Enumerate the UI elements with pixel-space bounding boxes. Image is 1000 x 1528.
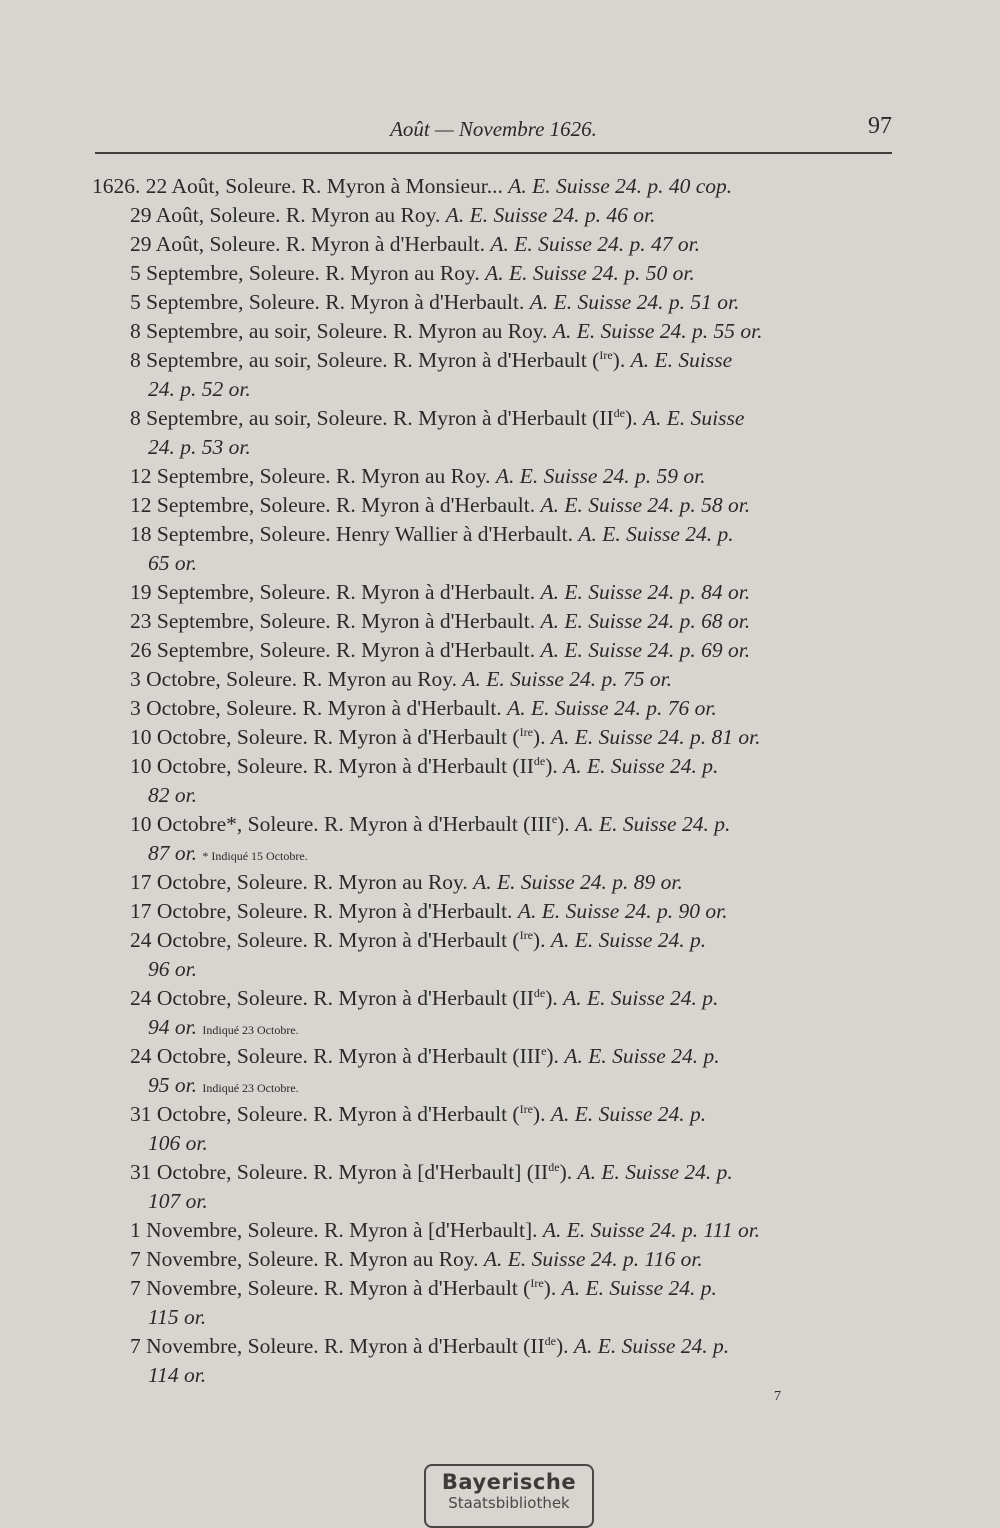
entry-line <box>92 752 900 781</box>
entry-reference: A. E. Suisse 24. p. 46 or. <box>445 203 656 227</box>
signature-mark: 7 <box>774 1389 781 1404</box>
entry-note: Indiqué 23 Octobre. <box>202 1023 299 1037</box>
entry-reference: A. E. Suisse 24. p. 116 or. <box>483 1247 703 1271</box>
entry-text: 5 Septembre, Soleure. R. Myron au Roy. <box>130 261 486 285</box>
entry-line <box>92 1303 900 1332</box>
entry-line <box>92 433 900 462</box>
entry-reference: 24. p. 52 or. <box>148 377 251 401</box>
entry-reference: A. E. Suisse 24. p. <box>573 1334 730 1358</box>
entry-line <box>92 1129 900 1158</box>
entry-superscript: de <box>613 405 625 420</box>
entry-text-after: ). <box>543 1276 562 1300</box>
entry-line <box>92 723 900 752</box>
entry-text-after: ). <box>557 812 576 836</box>
entry-reference: A. E. Suisse 24. p. <box>575 812 731 836</box>
entry-text: 26 Septembre, Soleure. R. Myron à d'Herbault. <box>130 638 541 662</box>
entry-text: 1 Novembre, Soleure. R. Myron à [d'Herbault]. <box>130 1218 543 1242</box>
entry-text: 19 Septembre, Soleure. R. Myron à d'Herbault. <box>130 580 541 604</box>
stamp-line-2: Staatsbibliothek <box>448 1494 570 1512</box>
entry-reference: 96 or. <box>148 957 197 981</box>
entry-line <box>92 288 900 317</box>
entry-superscript: de <box>548 1159 560 1174</box>
entry-reference: 107 or. <box>148 1189 208 1213</box>
entry-reference: A. E. Suisse <box>630 348 733 372</box>
entry-line <box>92 955 900 984</box>
entry-reference: A. E. Suisse 24. p. <box>577 1160 733 1184</box>
header-title: Août — Novembre 1626. <box>390 117 597 141</box>
entry-text: 7 Novembre, Soleure. R. Myron à d'Herbault (II <box>130 1334 545 1358</box>
entry-line <box>92 984 900 1013</box>
entry-line <box>92 1071 900 1100</box>
entry-text-after: ). <box>612 348 631 372</box>
entry-text: 29 Août, Soleure. R. Myron à d'Herbault. <box>130 232 491 256</box>
entry-reference: A. E. Suisse 24. p. 58 or. <box>540 493 751 517</box>
entry-reference: 94 or. <box>148 1015 203 1039</box>
entry-reference: A. E. Suisse 24. p. 55 or. <box>552 319 763 343</box>
entry-text: 24 Octobre, Soleure. R. Myron à d'Herbault (II <box>130 986 534 1010</box>
entry-text: 10 Octobre, Soleure. R. Myron à d'Herbault (II <box>130 754 534 778</box>
entry-text: 10 Octobre, Soleure. R. Myron à d'Herbault ( <box>130 725 520 749</box>
entry-line <box>92 607 900 636</box>
entry-line <box>92 520 900 549</box>
entry-line <box>92 1187 900 1216</box>
entry-text: 24 Octobre, Soleure. R. Myron à d'Herbault (III <box>130 1044 542 1068</box>
entry-line <box>92 549 900 578</box>
entry-superscript: e <box>541 1043 547 1058</box>
entry-line <box>92 694 900 723</box>
entry-text: 31 Octobre, Soleure. R. Myron à [d'Herbault] (II <box>130 1160 549 1184</box>
entry-line <box>92 230 900 259</box>
entry-text: 17 Octobre, Soleure. R. Myron à d'Herbault. <box>130 899 518 923</box>
entry-text-after: ). <box>532 928 551 952</box>
entry-superscript: Ire <box>519 724 533 739</box>
entry-line <box>92 491 900 520</box>
entry-line <box>92 1042 900 1071</box>
entry-text: 1626. 22 Août, Soleure. R. Myron à Monsieur... <box>92 174 509 198</box>
entry-text: 10 Octobre*, Soleure. R. Myron à d'Herbault (III <box>130 812 552 836</box>
entry-superscript: de <box>544 1333 556 1348</box>
entry-reference: A. E. Suisse 24. p. 69 or. <box>540 638 751 662</box>
entry-line <box>92 317 900 346</box>
entry-note: Indiqué 23 Octobre. <box>202 1081 299 1095</box>
entry-line <box>92 839 900 868</box>
entry-reference: A. E. Suisse 24. p. 75 or. <box>462 667 673 691</box>
entry-reference: A. E. Suisse 24. p. 50 or. <box>485 261 695 285</box>
entry-line <box>92 781 900 810</box>
entry-text: 8 Septembre, au soir, Soleure. R. Myron à d'Herbault ( <box>130 348 600 372</box>
entry-text-after: ). <box>555 1334 574 1358</box>
entry-line <box>92 1274 900 1303</box>
entry-reference: 82 or. <box>148 783 197 807</box>
entry-reference: A. E. Suisse 24. p. 76 or. <box>507 696 717 720</box>
entry-line <box>92 1361 900 1390</box>
entry-line <box>92 1100 900 1129</box>
entry-line <box>92 1332 900 1361</box>
entry-reference: A. E. Suisse 24. p. 90 or. <box>517 899 728 923</box>
entry-text-after: ). <box>532 1102 551 1126</box>
running-header <box>95 113 892 153</box>
entry-line <box>92 462 900 491</box>
entry-text-after: ). <box>624 406 643 430</box>
entry-reference: 87 or. <box>148 841 203 865</box>
entry-line <box>92 810 900 839</box>
entry-reference: A. E. Suisse 24. p. 84 or. <box>540 580 751 604</box>
entry-line <box>92 1245 900 1274</box>
entry-superscript: Ire <box>530 1275 544 1290</box>
entry-text: 7 Novembre, Soleure. R. Myron au Roy. <box>130 1247 484 1271</box>
entry-reference: 24. p. 53 or. <box>148 435 251 459</box>
entry-reference: A. E. Suisse 24. p. 59 or. <box>495 464 706 488</box>
entry-reference: A. E. Suisse 24. p. 81 or. <box>550 725 761 749</box>
entry-superscript: de <box>533 753 546 768</box>
entry-reference: A. E. Suisse 24. p. 89 or. <box>473 870 683 894</box>
entry-superscript: de <box>533 985 546 1000</box>
entry-reference: A. E. Suisse 24. p. 68 or. <box>540 609 751 633</box>
entry-line <box>92 172 900 201</box>
entry-line <box>92 346 900 375</box>
entry-line <box>92 404 900 433</box>
entry-text: 8 Septembre, au soir, Soleure. R. Myron au Roy. <box>130 319 553 343</box>
entry-text-after: ). <box>545 754 564 778</box>
entry-reference: 114 or. <box>148 1363 207 1387</box>
entry-superscript: Ire <box>519 927 533 942</box>
entry-text: 3 Octobre, Soleure. R. Myron au Roy. <box>130 667 463 691</box>
entry-text: 17 Octobre, Soleure. R. Myron au Roy. <box>130 870 474 894</box>
entry-superscript: Ire <box>519 1101 533 1116</box>
entry-reference: A. E. Suisse 24. p. 51 or. <box>529 290 740 314</box>
entry-reference: A. E. Suisse 24. p. <box>563 754 719 778</box>
entry-reference: A. E. Suisse 24. p. 40 cop. <box>508 174 733 198</box>
entry-reference: 65 or. <box>148 551 197 575</box>
entry-reference: 106 or. <box>148 1131 208 1155</box>
entry-text: 12 Septembre, Soleure. R. Myron au Roy. <box>130 464 496 488</box>
entry-reference: A. E. Suisse 24. p. <box>550 928 707 952</box>
entry-text: 12 Septembre, Soleure. R. Myron à d'Herbault. <box>130 493 541 517</box>
entry-line <box>92 578 900 607</box>
entry-line <box>92 636 900 665</box>
entry-reference: A. E. Suisse 24. p. <box>563 986 719 1010</box>
entry-text: 5 Septembre, Soleure. R. Myron à d'Herbault. <box>130 290 530 314</box>
entry-text-after: ). <box>546 1044 565 1068</box>
page-number: 97 <box>868 113 892 139</box>
entry-text-after: ). <box>532 725 551 749</box>
entry-reference: A. E. Suisse 24. p. <box>550 1102 707 1126</box>
entry-text: 8 Septembre, au soir, Soleure. R. Myron à d'Herbault (II <box>130 406 614 430</box>
entry-note: * Indiqué 15 Octobre. <box>202 849 308 863</box>
stamp-line-1: Bayerische <box>441 1470 577 1494</box>
entry-line <box>92 665 900 694</box>
entry-list <box>92 172 900 1390</box>
entry-text: 23 Septembre, Soleure. R. Myron à d'Herbault. <box>130 609 541 633</box>
header-rule <box>95 152 892 154</box>
entry-text: 7 Novembre, Soleure. R. Myron à d'Herbault ( <box>130 1276 531 1300</box>
entry-line <box>92 1158 900 1187</box>
library-stamp <box>424 1464 594 1528</box>
entry-line <box>92 897 900 926</box>
entry-text-after: ). <box>559 1160 578 1184</box>
entry-superscript: e <box>551 811 558 826</box>
entry-reference: A. E. Suisse 24. p. <box>578 522 734 546</box>
entry-text: 24 Octobre, Soleure. R. Myron à d'Herbault ( <box>130 928 520 952</box>
entry-line <box>92 201 900 230</box>
entry-text: 18 Septembre, Soleure. Henry Wallier à d'Herbault. <box>130 522 579 546</box>
entry-line <box>92 868 900 897</box>
entry-reference: 95 or. <box>148 1073 203 1097</box>
entry-line <box>92 259 900 288</box>
entry-line <box>92 926 900 955</box>
entry-text: 29 Août, Soleure. R. Myron au Roy. <box>130 203 446 227</box>
entry-line <box>92 1216 900 1245</box>
entry-reference: A. E. Suisse 24. p. 47 or. <box>490 232 700 256</box>
entry-reference: A. E. Suisse 24. p. <box>564 1044 720 1068</box>
entry-text-after: ). <box>545 986 564 1010</box>
entry-reference: A. E. Suisse 24. p. <box>561 1276 717 1300</box>
entry-superscript: Ire <box>599 347 613 362</box>
entry-reference: 115 or. <box>148 1305 207 1329</box>
entry-line <box>92 375 900 404</box>
entry-line <box>92 1013 900 1042</box>
entry-reference: A. E. Suisse 24. p. 111 or. <box>542 1218 761 1242</box>
entry-text: 31 Octobre, Soleure. R. Myron à d'Herbault ( <box>130 1102 520 1126</box>
entry-text: 3 Octobre, Soleure. R. Myron à d'Herbault. <box>130 696 508 720</box>
entry-reference: A. E. Suisse <box>642 406 745 430</box>
